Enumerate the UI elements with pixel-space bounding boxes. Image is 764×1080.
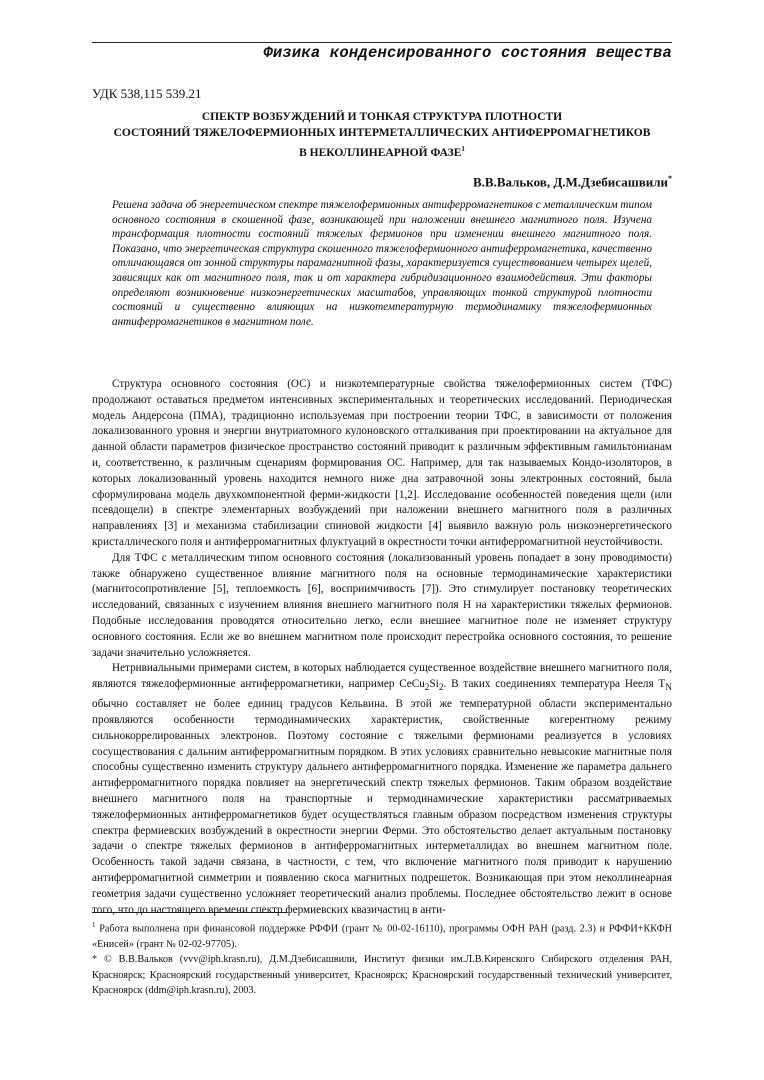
footnote-1 (92, 918, 672, 952)
author-names: В.В.Вальков, Д.М.Дзебисашвили (473, 174, 668, 190)
p3-subscript-1: 2 (424, 683, 430, 694)
footnote-2 (92, 952, 672, 999)
abstract: Решена задача об энергетическом спектре тяжелофермионных антиферромагнетиков с металлическим типом основного состояния в скошенной фазе, возникающей при наложении внешнего магнитного поля. Изучена трансформация плотности состояний тяжелых фермионов при изменении внешнего магнитного поля. Показано, что энергетическая структура скошенного тяжелофермионного антиферромагнетика, качественно отличающаяся от зонной структуры парамагнитной фазы, характеризуется существованием четырех щелей, зависящих как от магнитного поля, так и от характера гибридизационного взаимодействия. Эти факторы определяют возникновение низкоэнергетических масштабов, управляющих тонкой структурой плотности состояний и существенно влияющих на низкотемпературную термодинамику тяжелофермионных антиферромагнетиков в магнитном поле. (112, 199, 652, 328)
footnote-2-mark: * (92, 954, 98, 966)
footnote-rule (92, 912, 287, 913)
footnote-1-mark: 1 (92, 921, 96, 929)
title-footnote-mark: 1 (461, 145, 465, 153)
p3-subscript-2: 2 (438, 683, 444, 694)
p3-part-a: Нетривиальными примерами систем, в которых наблюдается существенное воздействие внешнего магнитного поля, являются тяжелофермионные антиферромагнетики, например CeCu (92, 662, 672, 691)
udk-code: УДК 538,115 539.21 (92, 86, 202, 101)
author-footnote-mark: * (668, 174, 672, 183)
authors (473, 174, 672, 190)
title-line-3-text: В НЕКОЛЛИНЕАРНОЙ ФАЗЕ (299, 146, 462, 159)
title-line-1: СПЕКТР ВОЗБУЖДЕНИЙ И ТОНКАЯ СТРУКТУРА ПЛОТНОСТИ (201, 111, 563, 123)
article-body (92, 377, 672, 918)
body-paragraph-3 (92, 661, 672, 918)
footnote-1-text: Работа выполнена при финансовой поддержке РФФИ (грант № 00-02-16110), программы ОФН РАН (разд. 2.3) и РФФИ+ККФН «Енисей» (грант № 02-02-97705). (92, 923, 672, 950)
header-rule (92, 42, 672, 43)
body-paragraph-2: Для ТФС с металлическим типом основного состояния (локализованный уровень попадает в зону проводимости) также обнаружено существенное влияние магнитного поля на основные термодинамические характеристики (магнитосопротивление [5], теплоемкость [6], восприимчивость [7]). Это стимулирует постановку теоретических исследований, связанных с изучением влияния внешнего магнитного поля H на характеристики тяжелых фермионов. Подобные исследования проводятся относительно легко, если внешнее магнитное поле не изменяет структуру основного состояния. Если же во внешнем магнитном поле происходит перестройка основного состояния, то решение задачи значительно усложняется. (92, 551, 672, 659)
article-title (92, 109, 672, 161)
journal-section-header: Физика конденсированного состояния вещества (263, 44, 672, 62)
p3-subscript-neel: N (665, 683, 673, 694)
p3-part-c: . В таких соединениях температура Нееля T (443, 678, 666, 691)
footnote-2-text: © В.В.Вальков (vvv@iph.krasn.ru), Д.М.Дзебисашвили, Институт физики им.Л.В.Киренского Сибирского отделения РАН, Красноярск; Красноярский государственный университет, Красноярск; Красноярский государственный технический университет, Красноярск (ddm@iph.krasn.ru), 2003. (92, 954, 672, 997)
footnotes (92, 918, 672, 999)
title-line-3 (92, 141, 672, 161)
body-paragraph-1: Структура основного состояния (ОС) и низкотемпературные свойства тяжелофермионных систем (ТФС) продолжают оставаться предметом интенсивных экспериментальных и теоретических исследований. Периодическая модель Андерсона (ПМА), традиционно используемая при построении теории ТФС, в зависимости от положения локализованного уровня и энергии внутриатомного кулоновского отталкивания при проектировании на актуальное для данной области параметров физическое пространство состояний приводит к различным эффективным гамильтонианам и, соответственно, к различным сценариям формирования ОС. Например, для так называемых Кондо-изоляторов, в которых локализованный уровень находится немного ниже дна затравочной зоны электронных состояний, была сформулирована модель двухкомпонентной ферми-жидкости [1,2]. Исследование особенностей поведения щели (или псевдощели) в спектре элементарных возбуждений при наложении внешнего магнитного поля в различных направлениях [3] и механизма стабилизации спиновой жидкости [4] выявило важную роль низкоэнергетического кристаллического поля и антиферромагнитных флуктуаций в окрестности точки антиферромагнитной неустойчивости. (92, 378, 672, 548)
p3-part-d: обычно составляет не более единиц градусов Кельвина. В этой же температурной области экспериментально проявляются особенности термодинамических характеристик, свойственные когерентному режиму сильнокоррелированных электронов. Поэтому состояние с тяжелыми фермионами реализуется в условиях сосуществования с дальним антиферромагнитным порядком. В этих условиях сравнительно невысокие магнитные поля способны существенно изменить структуру дальнего антиферромагнитного порядка. Изменение же параметра дальнего антиферромагнитного порядка повлияет на энергетический спектр тяжелых фермионов. Таким образом воздействие внешнего магнитного поля на транспортные и термодинамические характеристики рассматриваемых тяжелофермионных антиферромагнетиков будет осуществляться главным образом посредством изменения структуры спектра фермиевских возбуждений в окрестности энергии Ферми. Это обстоятельство делает актуальным постановку задачи о спектре тяжелых фермионов в антиферромагнитных интерметаллидах во внешнем магнитном поле. Особенность такой задачи связана, в частности, с тем, что включение магнитного поля приводит к нарушению антиферромагнитной симметрии и появлению скоса магнитных подрешеток. Возникающая при этом неколлинеарная геометрия задачи существенно усложняет теоретический анализ проблемы. Последнее обстоятельство лежит в основе того, что до настоящего времени спектр фермиевских квазичастиц в анти- (92, 698, 672, 916)
title-line-2: СОСТОЯНИЙ ТЯЖЕЛОФЕРМИОННЫХ ИНТЕРМЕТАЛЛИЧЕСКИХ АНТИФЕРРОМАГНЕТИКОВ (113, 127, 651, 139)
p3-part-b: Si (429, 678, 439, 691)
